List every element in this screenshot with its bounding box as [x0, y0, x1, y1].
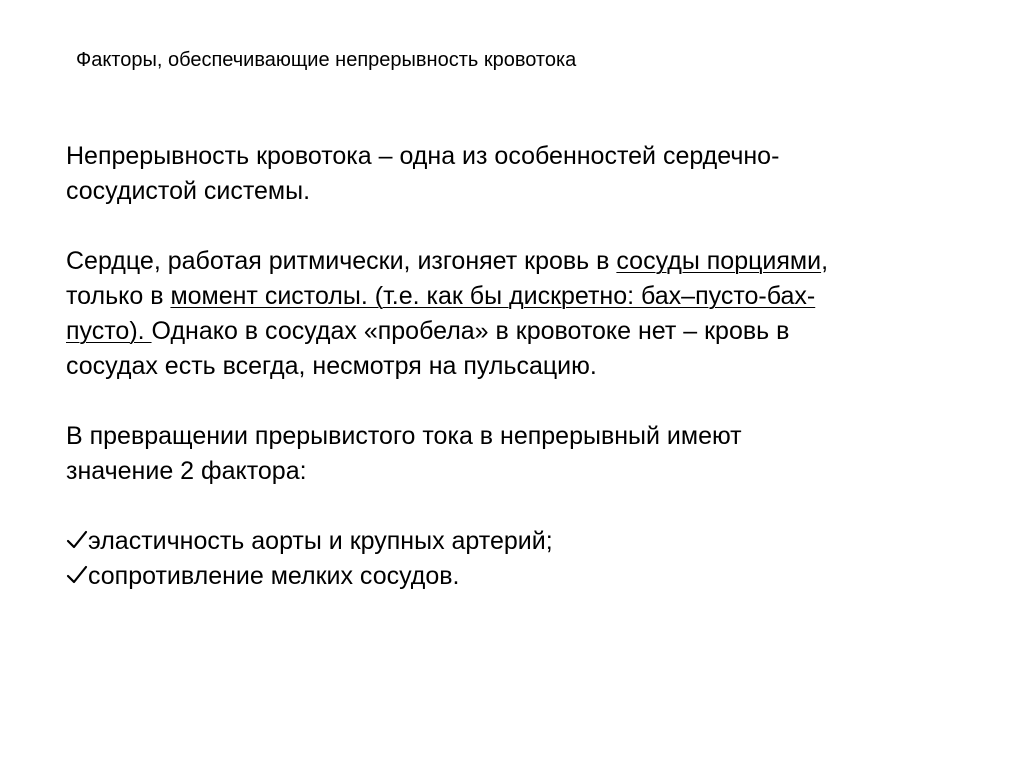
paragraph-line — [66, 279, 966, 314]
text-segment: , — [821, 247, 829, 275]
paragraph-line: сосудах есть всегда, несмотря на пульсацию. — [66, 352, 597, 380]
underlined-text: пусто). — [66, 317, 152, 345]
check-icon — [66, 530, 88, 550]
text-segment: Однако в сосудах «пробела» в кровотоке нет – кровь в — [151, 317, 790, 345]
text-segment: только в — [66, 282, 171, 310]
slide-body — [66, 139, 966, 594]
paragraph-line: значение 2 фактора: — [66, 457, 307, 485]
list-item-text: сопротивление мелких сосудов. — [88, 562, 460, 590]
paragraph-line: Непрерывность кровотока – одна из особенностей сердечно- — [66, 142, 780, 170]
underlined-text: момент систолы. (т.е. как бы дискретно: бах–пусто-бах- — [170, 282, 816, 310]
paragraph-line: В превращении прерывистого тока в непрерывный имеют — [66, 422, 742, 450]
paragraph-line — [66, 314, 966, 349]
check-icon — [66, 565, 88, 585]
paragraph-heart-rhythm — [66, 244, 966, 384]
list-item-text: эластичность аорты и крупных артерий; — [88, 527, 553, 555]
underlined-text: сосуды порциями — [616, 247, 822, 275]
slide-title: Факторы, обеспечивающие непрерывность кровотока — [76, 49, 577, 71]
list-item — [66, 559, 966, 594]
paragraph-continuity — [66, 139, 966, 209]
factors-list — [66, 524, 966, 594]
list-item — [66, 524, 966, 559]
text-segment: Сердце, работая ритмически, изгоняет кровь в — [66, 247, 617, 275]
paragraph-factors-intro — [66, 419, 966, 489]
paragraph-line: сосудистой системы. — [66, 177, 311, 205]
paragraph-line — [66, 244, 966, 279]
